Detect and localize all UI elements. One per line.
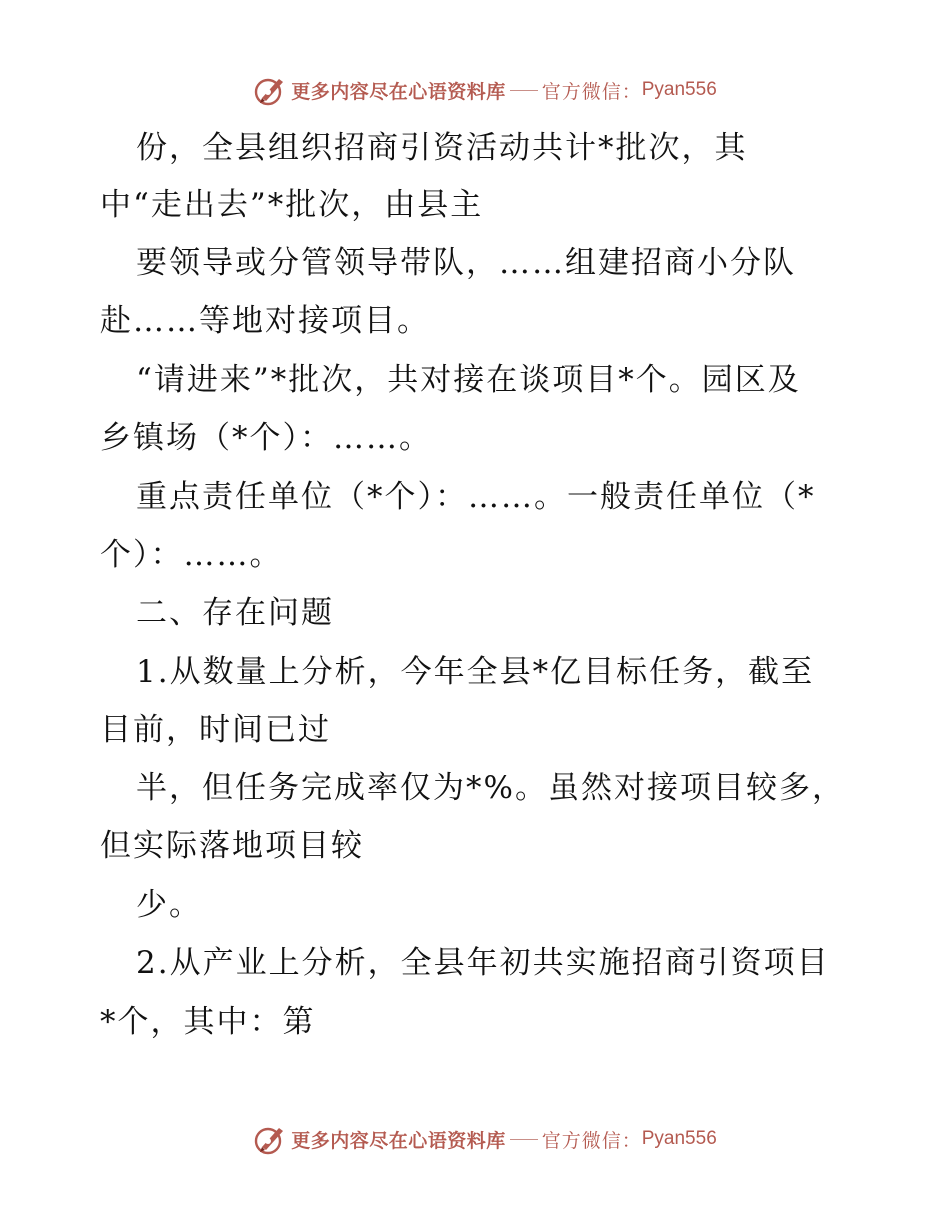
paragraph-line: 乡镇场（*个）：……。 <box>100 420 432 456</box>
watermark-dash <box>510 1139 538 1140</box>
paragraph-line: 目前，时间已过 <box>100 712 331 748</box>
paragraph-line: 赴……等地对接项目。 <box>100 303 430 339</box>
footer-watermark <box>0 1119 950 1159</box>
watermark-wechat-id: Pyan556 <box>641 1128 717 1149</box>
paragraph-line: 少。 <box>136 887 202 923</box>
paragraph-line: 但实际落地项目较 <box>100 828 364 864</box>
paragraph-line: 1.从数量上分析，今年全县*亿目标任务，截至 <box>136 654 815 690</box>
paragraph-line: “请进来”*批次，共对接在谈项目*个。园区及 <box>136 362 801 398</box>
paragraph-line: 重点责任单位（*个）：……。一般责任单位（* <box>136 479 816 515</box>
watermark-wechat-id: Pyan556 <box>641 79 717 100</box>
section-heading: 二、存在问题 <box>136 595 334 631</box>
paragraph-line: 个）：……。 <box>100 537 283 573</box>
watermark-brand-text: 更多内容尽在心语资料库 <box>291 1129 506 1152</box>
paragraph-line: 中“走出去”*批次，由县主 <box>100 187 484 223</box>
watermark-brand-text: 更多内容尽在心语资料库 <box>291 80 506 103</box>
paragraph-line: *个，其中：第 <box>100 1004 316 1040</box>
paragraph-line: 半，但任务完成率仅为*%。虽然对接项目较多， <box>136 770 845 806</box>
watermark-content <box>253 1122 717 1156</box>
paragraph-line: 要领导或分管领导带队，……组建招商小分队 <box>136 245 796 281</box>
paragraph-line: 份，全县组织招商引资活动共计*批次，其 <box>136 130 748 166</box>
pen-logo-icon <box>253 1122 287 1156</box>
paragraph-line: 2.从产业上分析，全县年初共实施招商引资项目 <box>136 945 830 981</box>
watermark-official-text: 官方微信： <box>541 1129 642 1152</box>
watermark-official-text: 官方微信： <box>541 80 642 103</box>
